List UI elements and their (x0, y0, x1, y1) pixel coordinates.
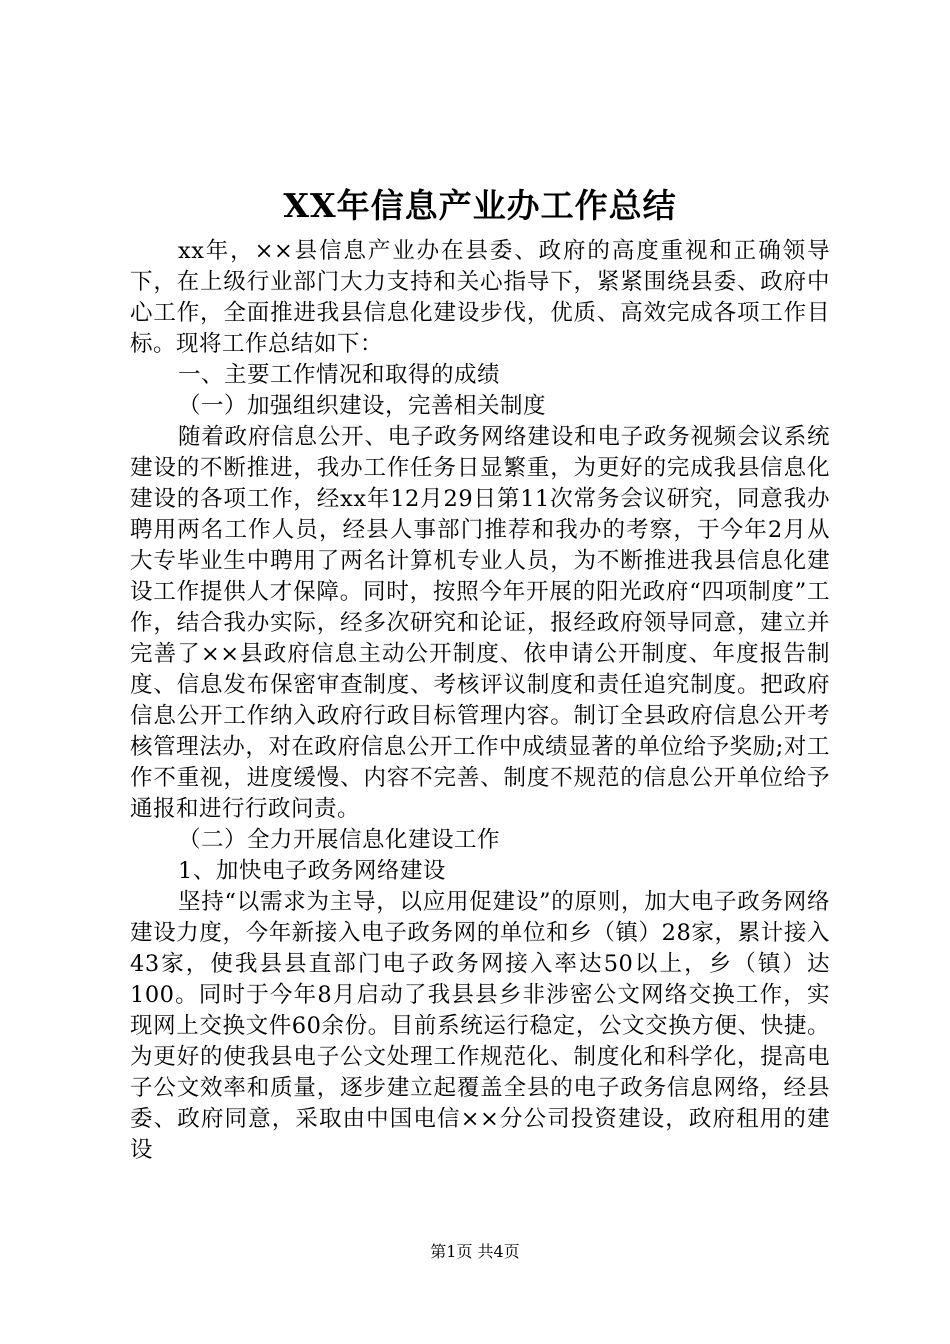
subsection-heading: （一）加强组织建设，完善相关制度 (178, 393, 547, 419)
subsection-heading: （二）全力开展信息化建设工作 (178, 827, 501, 853)
body-paragraph: 坚持“以需求为主导，以应用促建设”的原则，加大电子政务网络建设力度，今年新接入电子政务网的单位和乡（镇）28家，累计接入43家，使我县县直部门电子政务网接入率达50以上，乡（镇）达100。同时于今年8月启动了我县县乡非涉密公文网络交换工作，实现网上交换文件60余份。目前系统运行稳定，公文交换方便、快捷。为更好的使我县电子公文处理工作规范化、制度化和科学化，提高电子公文效率和质量，逐步建立起覆盖全县的电子政务信息网络，经县委、政府同意，采取由中国电信××分公司投资建设，政府租用的建设 (130, 889, 830, 1163)
document-page (130, 180, 830, 1166)
document-title: XX年信息产业办工作总结 (283, 186, 677, 225)
body-paragraph: 随着政府信息公开、电子政务网络建设和电子政务视频会议系统建设的不断推进，我办工作任务日显繁重，为更好的完成我县信息化建设的各项工作，经xx年12月29日第11次常务会议研究，同意我办聘用两名工作人员，经县人事部门推荐和我办的考察，于今年2月从大专毕业生中聘用了两名计算机专业人员，为不断推进我县信息化建设工作提供人才保障。同时，按照今年开展的阳光政府“四项制度”工作，结合我办实际，经多次研究和论证，报经政府领导同意，建立并完善了××县政府信息主动公开制度、依申请公开制度、年度报告制度、信息发布保密审查制度、考核评议制度和责任追究制度。把政府信息公开工作纳入政府行政目标管理内容。制订全县政府信息公开考核管理法办，对在政府信息公开工作中成绩显著的单位给予奖励;对工作不重视，进度缓慢、内容不完善、制度不规范的信息公开单位给予通报和进行行政问责。 (130, 424, 830, 822)
body-paragraph: xx年，××县信息产业办在县委、政府的高度重视和正确领导下，在上级行业部门大力支持和关心指导下，紧紧围绕县委、政府中心工作，全面推进我县信息化建设步伐，优质、高效完成各项工作目标。现将工作总结如下： (130, 238, 830, 357)
item-heading: 1、加快电子政务网络建设 (178, 858, 446, 884)
section-heading: 一、主要工作情况和取得的成绩 (178, 362, 501, 388)
page-footer: 第1页 共4页 (430, 1242, 520, 1261)
document-body (130, 236, 830, 1166)
